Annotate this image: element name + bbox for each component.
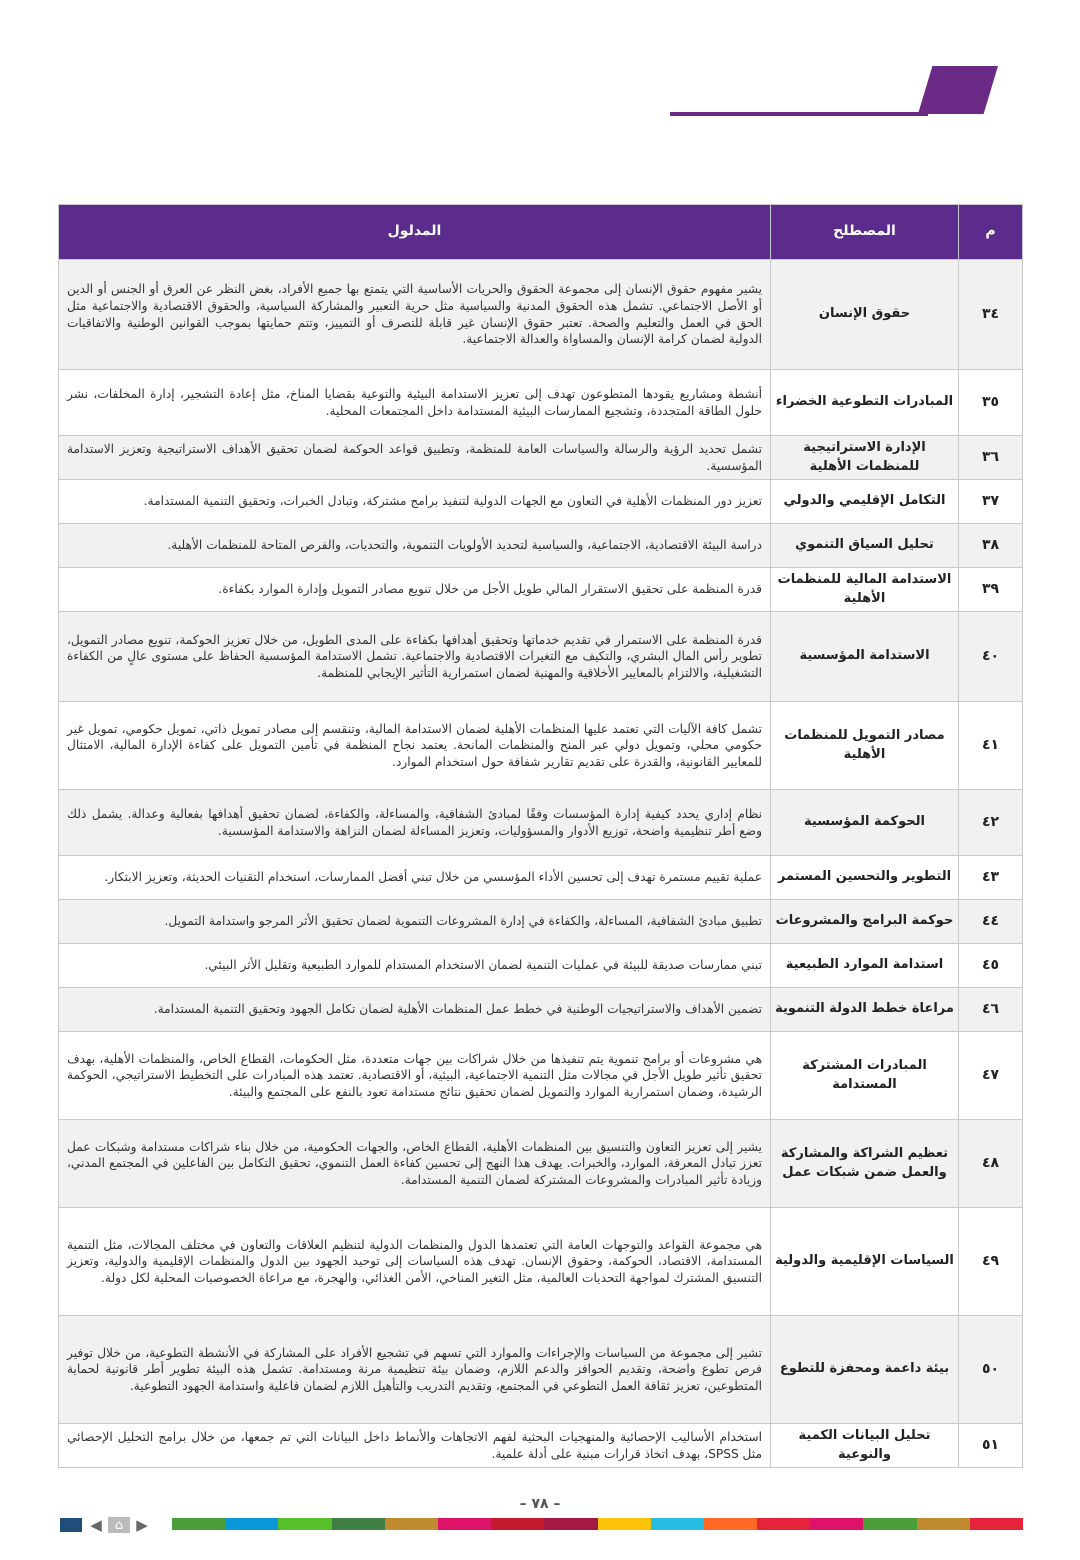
row-definition: يشير إلى تعزيز التعاون والتنسيق بين المنظمات الأهلية، القطاع الخاص، والجهات الحكومية، من خلال بناء شراكات مستدامة وشبكات عمل تعزز تبادل المعرفة، الموارد، والخبرات. يهدف هذا النهج إلى تحسين كفاءة العمل التنموي، تحقيق التكامل بين الفاعلين في المجتمع المدني، وزيادة تأثير المبادرات والمشروعات المشتركة لضمان التنمية المستدامة.	[59, 1120, 771, 1208]
row-number: ٤٠	[959, 612, 1023, 702]
header-accent-line	[670, 112, 928, 116]
color-strip-segment	[544, 1518, 597, 1530]
row-number: ٤٩	[959, 1208, 1023, 1316]
row-term: تعظيم الشراكة والمشاركة والعمل ضمن شبكات عمل	[771, 1120, 959, 1208]
row-number: ٤٦	[959, 988, 1023, 1032]
table-row	[59, 900, 1023, 944]
row-number: ٣٥	[959, 370, 1023, 436]
row-definition: استخدام الأساليب الإحصائية والمنهجيات البحثية لفهم الاتجاهات والأنماط داخل البيانات التي تم جمعها، من خلال برامج التحليل الإحصائي مثل SPSS، بهدف اتخاذ قرارات مبنية على أدلة علمية.	[59, 1424, 771, 1468]
table-row	[59, 790, 1023, 856]
row-definition: تطبيق مبادئ الشفافية، المساءلة، والكفاءة في إدارة المشروعات التنموية لضمان تحقيق الأثر المرجو واستدامة التمويل.	[59, 900, 771, 944]
color-strip-segment	[332, 1518, 385, 1530]
row-number: ٤١	[959, 702, 1023, 790]
row-term: السياسات الإقليمية والدولية	[771, 1208, 959, 1316]
header-term: المصطلح	[771, 205, 959, 260]
glossary-table	[58, 204, 1023, 1468]
row-definition: عملية تقييم مستمرة تهدف إلى تحسين الأداء المؤسسي من خلال تبني أفضل الممارسات، استخدام التقنيات الحديثة، وتعزيز الابتكار.	[59, 856, 771, 900]
row-definition: هي مجموعة القواعد والتوجهات العامة التي تعتمدها الدول والمنظمات الدولية لتنظيم العلاقات والتعاون في مختلف المجالات، مثل التنمية المستدامة، الاقتصاد، الحوكمة، وحقوق الإنسان. تهدف هذه السياسات إلى توحيد الجهود بين الدول والمنظمات الإقليمية والدولية، وتعزيز التنسيق المشترك لمواجهة التحديات العالمية، مثل التغير المناخي، الأمن الغذائي، والهجرة، مع مراعاة الخصوصيات المحلية لكل دولة.	[59, 1208, 771, 1316]
row-number: ٣٧	[959, 480, 1023, 524]
color-strip-segment	[385, 1518, 438, 1530]
row-number: ٣٦	[959, 436, 1023, 480]
row-term: المبادرات التطوعية الخضراء	[771, 370, 959, 436]
page-navigation	[60, 1514, 154, 1536]
color-strip-segment	[438, 1518, 491, 1530]
table-row	[59, 1208, 1023, 1316]
table-row	[59, 1316, 1023, 1424]
table-row	[59, 1424, 1023, 1468]
table-row	[59, 856, 1023, 900]
row-number: ٤٥	[959, 944, 1023, 988]
row-number: ٣٤	[959, 260, 1023, 370]
color-strip-segment	[757, 1518, 810, 1530]
row-term: الاستدامة المالية للمنظمات الأهلية	[771, 568, 959, 612]
arrow-left-icon[interactable]: ◀	[90, 1516, 102, 1534]
table-row	[59, 944, 1023, 988]
row-number: ٤٧	[959, 1032, 1023, 1120]
row-definition: أنشطة ومشاريع يقودها المتطوعون تهدف إلى تعزيز الاستدامة البيئية والتوعية بقضايا المناخ، مثل إعادة التشجير، إدارة المخلفات، نشر حلول الطاقة المتجددة، وتشجيع الممارسات البيئية المستدامة داخل المجتمعات المحلية.	[59, 370, 771, 436]
table-row	[59, 612, 1023, 702]
row-definition: قدرة المنظمة على تحقيق الاستقرار المالي طويل الأجل من خلال تنويع مصادر التمويل وإدارة الموارد بكفاءة.	[59, 568, 771, 612]
row-term: الإدارة الاستراتيجية للمنظمات الأهلية	[771, 436, 959, 480]
row-definition: قدرة المنظمة على الاستمرار في تقديم خدماتها وتحقيق أهدافها بكفاءة على المدى الطويل، من خلال تعزيز الحوكمة، تنويع مصادر التمويل، تطوير رأس المال البشري، والتكيف مع التغيرات الاقتصادية والاجتماعية. تشمل الاستدامة المؤسسية الحفاظ على مستوى عالٍ من الكفاءة التشغيلية، والالتزام بالمعايير الأخلاقية والمهنية لضمان استمرارية التأثير الإيجابي للمنظمة.	[59, 612, 771, 702]
row-term: المبادرات المشتركة المستدامة	[771, 1032, 959, 1120]
color-strip-segment	[278, 1518, 331, 1530]
row-term: مراعاة خطط الدولة التنموية	[771, 988, 959, 1032]
color-strip-segment	[651, 1518, 704, 1530]
row-number: ٤٢	[959, 790, 1023, 856]
table-row	[59, 370, 1023, 436]
row-term: التكامل الإقليمي والدولي	[771, 480, 959, 524]
row-number: ٤٣	[959, 856, 1023, 900]
row-definition: تشمل كافة الآليات التي تعتمد عليها المنظمات الأهلية لضمان الاستدامة المالية، وتنقسم إلى مصادر تمويل ذاتي، تمويل حكومي، تمويل غير حكومي محلي، وتمويل دولي عبر المنح والمنظمات المانحة. يعتمد نجاح المنظمة في تأمين التمويل على كفاءة الإدارة المالية، الامتثال للمعايير القانونية، والقدرة على تقديم تقارير شفافة حول استخدام الموارد.	[59, 702, 771, 790]
row-term: التطوير والتحسين المستمر	[771, 856, 959, 900]
row-number: ٣٨	[959, 524, 1023, 568]
table-row	[59, 1032, 1023, 1120]
row-number: ٤٨	[959, 1120, 1023, 1208]
row-definition: يشير مفهوم حقوق الإنسان إلى مجموعة الحقوق والحريات الأساسية التي يتمتع بها جميع الأفراد، بغض النظر عن العرق أو الجنس أو الدين أو الأصل الاجتماعي. تشمل هذه الحقوق المدنية والسياسية مثل حرية التعبير والمشاركة السياسية، والحقوق الاقتصادية والاجتماعية مثل الحق في العمل والتعليم والصحة. تعتبر حقوق الإنسان غير قابلة للتصرف أو التمييز، وتتم حمايتها بموجب القوانين الوطنية والاتفاقيات الدولية لضمان كرامة الإنسان والمساواة والعدالة الاجتماعية.	[59, 260, 771, 370]
row-term: بيئة داعمة ومحفزة للتطوع	[771, 1316, 959, 1424]
color-strip-segment	[863, 1518, 916, 1530]
table-row	[59, 988, 1023, 1032]
row-term: الاستدامة المؤسسية	[771, 612, 959, 702]
square-icon	[60, 1518, 82, 1532]
color-strip-segment	[917, 1518, 970, 1530]
row-term: استدامة الموارد الطبيعية	[771, 944, 959, 988]
table-row	[59, 260, 1023, 370]
row-number: ٣٩	[959, 568, 1023, 612]
header-num: م	[959, 205, 1023, 260]
row-definition: دراسة البيئة الاقتصادية، الاجتماعية، والسياسية لتحديد الأولويات التنموية، والتحديات، والفرص المتاحة للمنظمات الأهلية.	[59, 524, 771, 568]
color-strip-segment	[598, 1518, 651, 1530]
page-number: – ٧٨ –	[519, 1496, 561, 1512]
color-strip-segment	[491, 1518, 544, 1530]
table-row	[59, 568, 1023, 612]
row-number: ٥٠	[959, 1316, 1023, 1424]
table-header-row	[59, 205, 1023, 260]
row-term: الحوكمة المؤسسية	[771, 790, 959, 856]
header-definition: المدلول	[59, 205, 771, 260]
color-strip-segment	[172, 1518, 225, 1530]
row-definition: نظام إداري يحدد كيفية إدارة المؤسسات وفقًا لمبادئ الشفافية، والمساءلة، والكفاءة، لضمان تحقيق أهدافها بفعالية وعدالة. يشمل ذلك وضع أطر تنظيمية واضحة، توزيع الأدوار والمسؤوليات، وتعزيز المساءلة لضمان النزاهة والاستدامة المؤسسية.	[59, 790, 771, 856]
row-definition: تضمين الأهداف والاستراتيجيات الوطنية في خطط عمل المنظمات الأهلية لضمان تكامل الجهود وتحقيق التنمية المستدامة.	[59, 988, 771, 1032]
table-row	[59, 1120, 1023, 1208]
color-strip-segment	[810, 1518, 863, 1530]
row-term: تحليل السياق التنموي	[771, 524, 959, 568]
table-row	[59, 436, 1023, 480]
row-definition: تشير إلى مجموعة من السياسات والإجراءات والموارد التي تسهم في تشجيع الأفراد على المشاركة في الأنشطة التطوعية، من خلال توفير فرص تطوع واضحة، وتقديم الحوافز والدعم اللازم، وضمان بيئة تنظيمية مرنة ومستدامة. تشمل هذه البيئة تطوير أطر قانونية لحماية المتطوعين، تعزيز ثقافة العمل التطوعي في المجتمع، وتقديم التدريب والتأهيل اللازم لضمان فاعلية واستدامة الجهود التطوعية.	[59, 1316, 771, 1424]
row-definition: تعزيز دور المنظمات الأهلية في التعاون مع الجهات الدولية لتنفيذ برامج مشتركة، وتبادل الخبرات، وتحقيق التنمية المستدامة.	[59, 480, 771, 524]
row-term: مصادر التمويل للمنظمات الأهلية	[771, 702, 959, 790]
home-icon[interactable]: ⌂	[108, 1517, 130, 1533]
row-number: ٥١	[959, 1424, 1023, 1468]
row-term: حوكمة البرامج والمشروعات	[771, 900, 959, 944]
row-definition: تشمل تحديد الرؤية والرسالة والسياسات العامة للمنظمة، وتطبيق قواعد الحوكمة لضمان تحقيق الأهداف الاستراتيجية وتعزيز الاستدامة المؤسسية.	[59, 436, 771, 480]
table-row	[59, 524, 1023, 568]
table-row	[59, 480, 1023, 524]
row-term: حقوق الإنسان	[771, 260, 959, 370]
table-row	[59, 702, 1023, 790]
row-definition: هي مشروعات أو برامج تنموية يتم تنفيذها من خلال شراكات بين جهات متعددة، مثل الحكومات، القطاع الخاص، والمنظمات الأهلية، بهدف تحقيق تأثير طويل الأجل في مجالات مثل التنمية الاجتماعية، البيئية، أو الاقتصادية. تعتمد هذه المبادرات على التخطيط الاستراتيجي، الحوكمة الرشيدة، وضمان استمرارية الموارد والتمويل لضمان تحقيق نتائج مستدامة تعود بالنفع على المجتمع والبيئة.	[59, 1032, 771, 1120]
color-strip-segment	[704, 1518, 757, 1530]
row-definition: تبني ممارسات صديقة للبيئة في عمليات التنمية لضمان الاستخدام المستدام للموارد الطبيعية وتقليل الأثر البيئي.	[59, 944, 771, 988]
row-number: ٤٤	[959, 900, 1023, 944]
row-term: تحليل البيانات الكمية والنوعية	[771, 1424, 959, 1468]
color-strip-segment	[225, 1518, 278, 1530]
color-strip	[172, 1518, 1023, 1530]
color-strip-segment	[970, 1518, 1023, 1530]
header-accent-shape	[918, 66, 998, 114]
arrow-right-icon[interactable]: ▶	[136, 1516, 148, 1534]
